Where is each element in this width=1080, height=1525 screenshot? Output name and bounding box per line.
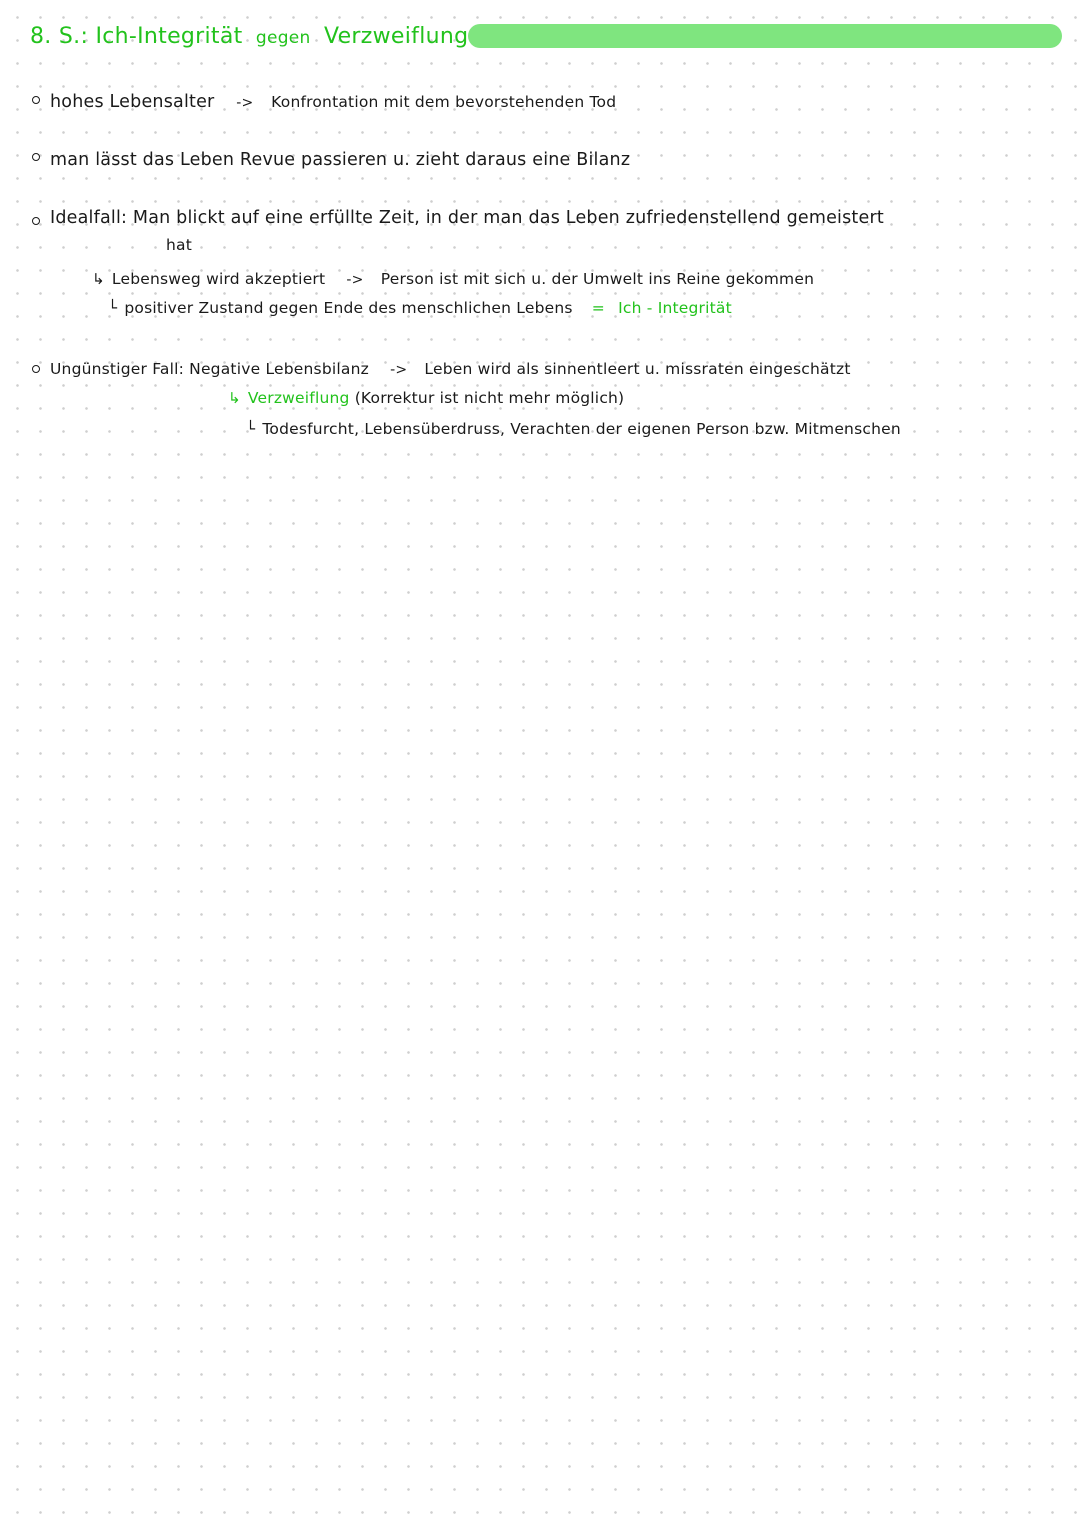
- corner-marker-icon: └: [108, 299, 118, 317]
- unfavorable-sub-consequences: [246, 420, 901, 438]
- note-unfavorable-case: [50, 360, 851, 378]
- bullet-icon: [32, 96, 40, 104]
- despair-term: Verzweiflung: [247, 389, 350, 407]
- ideal-sub-accept-cont: Person ist mit sich u. der Umwelt ins Reine gekommen: [380, 270, 815, 288]
- hook-arrow-icon: ↳: [228, 389, 241, 407]
- note-high-age-cont: Konfrontation mit dem bevorstehenden Tod: [271, 93, 617, 111]
- note-life-review-text: man lässt das Leben Revue passieren u. zieht daraus eine Bilanz: [50, 150, 631, 170]
- ideal-sub-accept: [92, 270, 814, 288]
- despair-note: (Korrektur ist nicht mehr möglich): [354, 389, 625, 407]
- unfavorable-text: Negative Lebensbilanz: [189, 360, 369, 378]
- highlight-bar: [468, 24, 1062, 48]
- consequences-text: Todesfurcht, Lebensüberdruss, Verachten der eigenen Person bzw. Mitmenschen: [262, 420, 901, 438]
- ideal-case-text: Man blickt auf eine erfüllte Zeit, in der man das Leben zufriedenstellend gemeistert: [132, 208, 884, 228]
- unfavorable-cont: Leben wird als sinnentleert u. missraten eingeschätzt: [424, 360, 851, 378]
- arrow-icon: ->: [390, 362, 408, 378]
- title-suffix: Verzweiflung: [323, 24, 469, 49]
- ideal-sub-positive: [108, 299, 732, 317]
- ideal-sub-accept-text: Lebensweg wird akzeptiert: [111, 270, 326, 288]
- arrow-icon: ->: [346, 272, 364, 288]
- unfavorable-sub-despair: [228, 389, 624, 407]
- note-life-review: [50, 150, 630, 170]
- unfavorable-label: Ungünstiger Fall:: [50, 360, 185, 378]
- bullet-icon: [32, 153, 40, 161]
- ideal-case-label: Idealfall:: [50, 208, 128, 228]
- equals-sign: =: [591, 299, 605, 317]
- ideal-case-cont-text: hat: [166, 236, 192, 254]
- page-title: [30, 24, 468, 49]
- title-prefix: 8. S.: Ich-Integrität: [30, 24, 243, 49]
- corner-marker-icon: └: [246, 420, 256, 438]
- note-high-age-text: hohes Lebensalter: [50, 92, 215, 112]
- note-high-age: [50, 92, 616, 112]
- hook-arrow-icon: ↳: [92, 270, 105, 288]
- ideal-sub-positive-text: positiver Zustand gegen Ende des menschlichen Lebens: [124, 299, 573, 317]
- ideal-result: Ich - Integrität: [618, 299, 732, 317]
- title-middle: gegen: [255, 28, 311, 48]
- ideal-case-cont: [166, 236, 192, 254]
- note-ideal-case: [50, 208, 884, 228]
- heading-row: [30, 22, 1062, 58]
- bullet-icon: [32, 217, 40, 225]
- bullet-icon: [32, 365, 40, 373]
- arrow-icon: ->: [236, 95, 254, 111]
